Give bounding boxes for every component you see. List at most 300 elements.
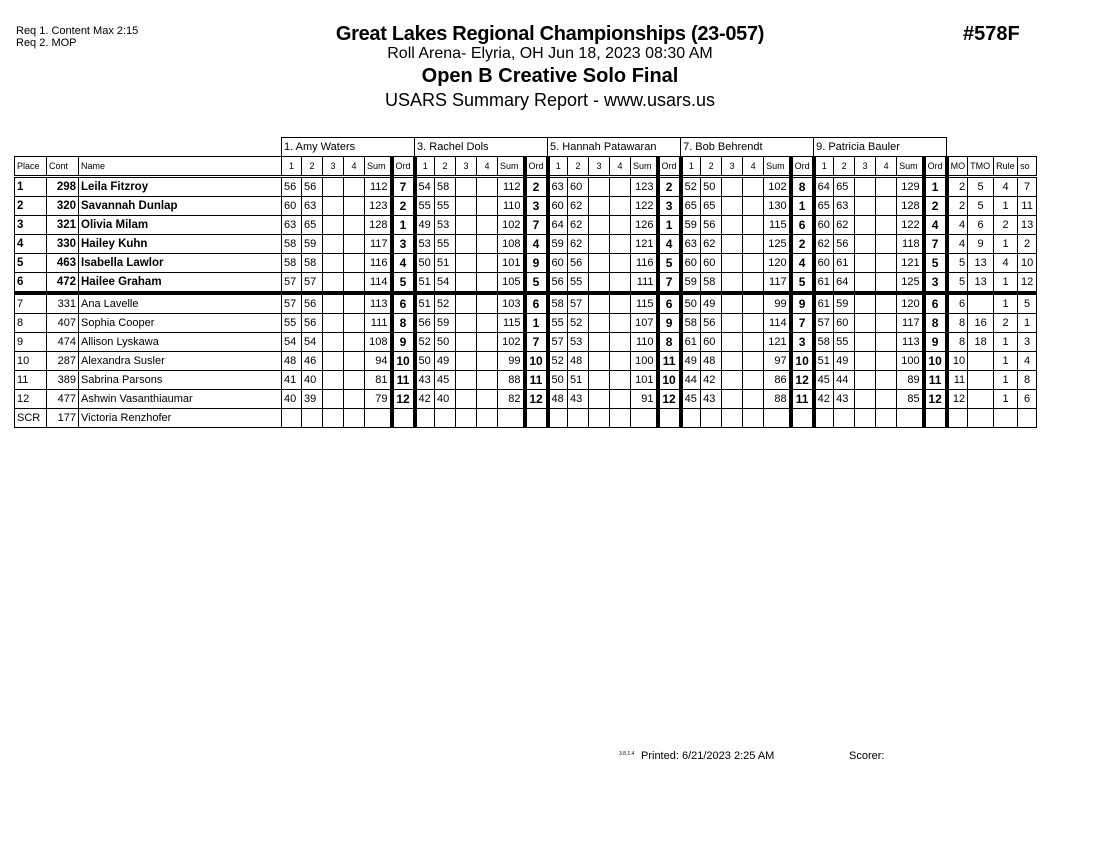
mo-cell: 5 bbox=[947, 254, 968, 273]
score-cell: 43 bbox=[415, 371, 435, 390]
col-header-judge-1-4: 4 bbox=[344, 157, 365, 177]
ordinal-cell: 4 bbox=[791, 254, 814, 273]
score-cell bbox=[610, 216, 631, 235]
score-cell: 42 bbox=[701, 371, 722, 390]
score-sum-cell: 115 bbox=[631, 293, 658, 314]
score-cell bbox=[876, 177, 897, 197]
score-cell bbox=[876, 273, 897, 294]
score-cell bbox=[722, 371, 743, 390]
score-cell: 51 bbox=[568, 371, 589, 390]
col-header-judge-5-4: 4 bbox=[876, 157, 897, 177]
score-cell bbox=[855, 352, 876, 371]
score-cell bbox=[589, 352, 610, 371]
score-cell bbox=[876, 409, 897, 428]
score-cell: 51 bbox=[814, 352, 834, 371]
score-cell: 42 bbox=[415, 390, 435, 409]
col-header-judge-4-sum: Sum bbox=[764, 157, 791, 177]
score-cell: 62 bbox=[568, 235, 589, 254]
score-cell: 62 bbox=[568, 197, 589, 216]
score-cell: 55 bbox=[435, 235, 456, 254]
score-sum-cell: 117 bbox=[365, 235, 392, 254]
place-cell: 8 bbox=[15, 314, 47, 333]
score-cell: 45 bbox=[814, 371, 834, 390]
ordinal-cell: 7 bbox=[791, 314, 814, 333]
score-cell bbox=[477, 254, 498, 273]
score-cell bbox=[456, 352, 477, 371]
score-cell bbox=[323, 371, 344, 390]
score-sum-cell: 88 bbox=[498, 371, 525, 390]
score-cell: 59 bbox=[548, 235, 568, 254]
score-sum-cell: 82 bbox=[498, 390, 525, 409]
ordinal-cell: 1 bbox=[525, 314, 548, 333]
score-sum-cell: 108 bbox=[365, 333, 392, 352]
contestant-number-cell: 177 bbox=[47, 409, 79, 428]
table-row bbox=[15, 333, 1037, 352]
score-cell: 49 bbox=[701, 293, 722, 314]
mo-cell bbox=[947, 409, 968, 428]
score-cell bbox=[435, 409, 456, 428]
ordinal-cell: 12 bbox=[791, 371, 814, 390]
score-cell: 56 bbox=[282, 177, 302, 197]
score-cell bbox=[477, 333, 498, 352]
score-cell bbox=[323, 273, 344, 294]
score-cell: 50 bbox=[415, 254, 435, 273]
rule-cell: 1 bbox=[994, 371, 1018, 390]
contestant-number-cell: 472 bbox=[47, 273, 79, 294]
score-cell: 56 bbox=[701, 216, 722, 235]
score-cell: 59 bbox=[681, 273, 701, 294]
ordinal-cell: 1 bbox=[392, 216, 415, 235]
score-cell bbox=[344, 314, 365, 333]
tmo-cell: 16 bbox=[968, 314, 994, 333]
score-cell bbox=[456, 177, 477, 197]
col-header-judge-5-2: 2 bbox=[834, 157, 855, 177]
ordinal-cell: 11 bbox=[791, 390, 814, 409]
score-sum-cell: 122 bbox=[897, 216, 924, 235]
score-sum-cell: 114 bbox=[764, 314, 791, 333]
score-cell bbox=[743, 177, 764, 197]
score-cell: 58 bbox=[548, 293, 568, 314]
score-cell bbox=[743, 409, 764, 428]
tmo-cell bbox=[968, 390, 994, 409]
place-cell: 12 bbox=[15, 390, 47, 409]
score-cell bbox=[344, 254, 365, 273]
col-header-judge-3-ord: Ord bbox=[658, 157, 681, 177]
contestant-number-cell: 463 bbox=[47, 254, 79, 273]
table-row bbox=[15, 273, 1037, 294]
score-cell: 54 bbox=[435, 273, 456, 294]
score-sum-cell bbox=[764, 409, 791, 428]
event-name: Open B Creative Solo Final bbox=[421, 65, 679, 87]
ordinal-cell: 12 bbox=[924, 390, 947, 409]
score-cell bbox=[855, 273, 876, 294]
score-cell bbox=[589, 235, 610, 254]
score-cell bbox=[344, 235, 365, 254]
score-cell bbox=[722, 254, 743, 273]
col-header-judge-5-sum: Sum bbox=[897, 157, 924, 177]
mo-cell: 6 bbox=[947, 293, 968, 314]
score-cell bbox=[323, 409, 344, 428]
score-cell: 40 bbox=[435, 390, 456, 409]
col-header-place: Place bbox=[15, 157, 47, 177]
tmo-cell: 5 bbox=[968, 177, 994, 197]
score-cell: 57 bbox=[302, 273, 323, 294]
score-sum-cell: 113 bbox=[365, 293, 392, 314]
event-code: #578F bbox=[963, 23, 1020, 45]
score-cell bbox=[743, 352, 764, 371]
so-cell: 1 bbox=[1018, 314, 1037, 333]
place-cell: 7 bbox=[15, 293, 47, 314]
tmo-cell bbox=[968, 371, 994, 390]
tmo-cell bbox=[968, 352, 994, 371]
score-cell bbox=[743, 216, 764, 235]
score-cell: 53 bbox=[435, 216, 456, 235]
score-sum-cell: 99 bbox=[498, 352, 525, 371]
score-cell bbox=[282, 409, 302, 428]
score-cell bbox=[876, 352, 897, 371]
ordinal-cell: 1 bbox=[791, 197, 814, 216]
table-row bbox=[15, 216, 1037, 235]
ordinal-cell: 11 bbox=[525, 371, 548, 390]
score-cell: 50 bbox=[415, 352, 435, 371]
score-sum-cell bbox=[897, 409, 924, 428]
score-cell bbox=[323, 314, 344, 333]
col-header-judge-3-2: 2 bbox=[568, 157, 589, 177]
score-cell bbox=[876, 197, 897, 216]
score-cell bbox=[814, 409, 834, 428]
so-cell: 4 bbox=[1018, 352, 1037, 371]
score-cell bbox=[876, 390, 897, 409]
ordinal-cell: 12 bbox=[392, 390, 415, 409]
score-cell: 39 bbox=[302, 390, 323, 409]
so-cell: 7 bbox=[1018, 177, 1037, 197]
score-cell: 49 bbox=[834, 352, 855, 371]
score-sum-cell: 89 bbox=[897, 371, 924, 390]
mo-cell: 10 bbox=[947, 352, 968, 371]
score-cell: 55 bbox=[568, 273, 589, 294]
score-cell bbox=[876, 333, 897, 352]
score-cell bbox=[323, 352, 344, 371]
score-cell bbox=[456, 371, 477, 390]
score-cell bbox=[610, 273, 631, 294]
score-sum-cell: 103 bbox=[498, 293, 525, 314]
ordinal-cell: 8 bbox=[392, 314, 415, 333]
score-cell bbox=[743, 333, 764, 352]
score-cell: 61 bbox=[814, 273, 834, 294]
score-sum-cell: 112 bbox=[365, 177, 392, 197]
rule-cell: 1 bbox=[994, 235, 1018, 254]
score-sum-cell: 105 bbox=[498, 273, 525, 294]
col-header-so: so bbox=[1018, 157, 1037, 177]
score-cell: 49 bbox=[435, 352, 456, 371]
score-sum-cell: 112 bbox=[498, 177, 525, 197]
score-sum-cell: 125 bbox=[897, 273, 924, 294]
skater-name-cell: Ana Lavelle bbox=[79, 293, 282, 314]
score-cell bbox=[743, 235, 764, 254]
score-cell: 60 bbox=[548, 197, 568, 216]
col-header-judge-1-1: 1 bbox=[282, 157, 302, 177]
score-sum-cell: 128 bbox=[897, 197, 924, 216]
contestant-number-cell: 331 bbox=[47, 293, 79, 314]
ordinal-cell: 3 bbox=[791, 333, 814, 352]
score-cell bbox=[456, 216, 477, 235]
score-cell bbox=[589, 371, 610, 390]
score-cell: 60 bbox=[568, 177, 589, 197]
score-cell bbox=[681, 409, 701, 428]
score-cell: 56 bbox=[548, 273, 568, 294]
score-cell: 48 bbox=[282, 352, 302, 371]
score-cell: 40 bbox=[282, 390, 302, 409]
score-sum-cell: 110 bbox=[498, 197, 525, 216]
rule-cell: 1 bbox=[994, 293, 1018, 314]
score-cell bbox=[456, 409, 477, 428]
ordinal-cell: 1 bbox=[658, 216, 681, 235]
score-cell bbox=[855, 293, 876, 314]
score-cell bbox=[855, 390, 876, 409]
score-cell: 65 bbox=[834, 177, 855, 197]
score-cell bbox=[323, 293, 344, 314]
score-cell bbox=[743, 197, 764, 216]
score-cell: 65 bbox=[701, 197, 722, 216]
ordinal-cell: 1 bbox=[924, 177, 947, 197]
score-cell: 43 bbox=[568, 390, 589, 409]
score-cell bbox=[834, 409, 855, 428]
score-cell bbox=[722, 216, 743, 235]
competition-title: Great Lakes Regional Championships (23-057) bbox=[335, 23, 765, 45]
place-cell: 5 bbox=[15, 254, 47, 273]
table-row bbox=[15, 390, 1037, 409]
place-cell: 1 bbox=[15, 177, 47, 197]
score-cell bbox=[589, 197, 610, 216]
score-cell bbox=[477, 273, 498, 294]
score-cell: 60 bbox=[701, 333, 722, 352]
place-cell: 10 bbox=[15, 352, 47, 371]
score-cell: 50 bbox=[548, 371, 568, 390]
score-cell bbox=[589, 293, 610, 314]
skater-name-cell: Leila Fitzroy bbox=[79, 177, 282, 197]
col-header-judge-5-3: 3 bbox=[855, 157, 876, 177]
score-sum-cell: 126 bbox=[631, 216, 658, 235]
score-sum-cell: 117 bbox=[897, 314, 924, 333]
score-cell bbox=[876, 235, 897, 254]
ordinal-cell bbox=[392, 409, 415, 428]
judge-3-name: 3. Rachel Dols bbox=[415, 138, 548, 157]
score-sum-cell: 121 bbox=[631, 235, 658, 254]
score-cell bbox=[456, 390, 477, 409]
report-title: USARS Summary Report - www.usars.us bbox=[384, 90, 716, 110]
score-cell bbox=[610, 177, 631, 197]
software-version: 3.8.1.4 bbox=[619, 751, 635, 757]
score-cell bbox=[876, 254, 897, 273]
score-cell: 60 bbox=[814, 254, 834, 273]
score-cell: 60 bbox=[834, 314, 855, 333]
score-cell: 46 bbox=[302, 352, 323, 371]
score-cell bbox=[344, 352, 365, 371]
score-cell: 59 bbox=[302, 235, 323, 254]
score-cell bbox=[589, 216, 610, 235]
ordinal-cell: 6 bbox=[791, 216, 814, 235]
table-row bbox=[15, 197, 1037, 216]
score-cell bbox=[722, 235, 743, 254]
score-cell bbox=[610, 235, 631, 254]
score-cell bbox=[456, 254, 477, 273]
ordinal-cell: 5 bbox=[525, 273, 548, 294]
score-cell: 58 bbox=[435, 177, 456, 197]
ordinal-cell: 11 bbox=[658, 352, 681, 371]
score-cell: 56 bbox=[568, 254, 589, 273]
score-cell: 58 bbox=[681, 314, 701, 333]
tmo-cell bbox=[968, 409, 994, 428]
score-cell bbox=[323, 216, 344, 235]
score-cell: 56 bbox=[302, 177, 323, 197]
contestant-number-cell: 320 bbox=[47, 197, 79, 216]
place-cell: 9 bbox=[15, 333, 47, 352]
score-cell bbox=[610, 293, 631, 314]
score-cell: 55 bbox=[282, 314, 302, 333]
score-sum-cell: 114 bbox=[365, 273, 392, 294]
score-cell bbox=[323, 254, 344, 273]
skater-name-cell: Alexandra Susler bbox=[79, 352, 282, 371]
score-cell bbox=[477, 390, 498, 409]
score-cell: 56 bbox=[302, 293, 323, 314]
ordinal-cell bbox=[525, 409, 548, 428]
rule-cell: 2 bbox=[994, 216, 1018, 235]
score-cell bbox=[855, 216, 876, 235]
score-cell bbox=[722, 409, 743, 428]
score-sum-cell: 102 bbox=[498, 333, 525, 352]
ordinal-cell: 7 bbox=[658, 273, 681, 294]
so-cell bbox=[1018, 409, 1037, 428]
ordinal-cell: 12 bbox=[525, 390, 548, 409]
rule-cell: 1 bbox=[994, 352, 1018, 371]
table-row bbox=[15, 409, 1037, 428]
score-cell bbox=[548, 409, 568, 428]
score-sum-cell: 100 bbox=[631, 352, 658, 371]
score-sum-cell: 111 bbox=[631, 273, 658, 294]
score-cell bbox=[722, 333, 743, 352]
place-cell: 4 bbox=[15, 235, 47, 254]
score-cell bbox=[743, 314, 764, 333]
score-cell: 57 bbox=[548, 333, 568, 352]
score-sum-cell: 81 bbox=[365, 371, 392, 390]
so-cell: 13 bbox=[1018, 216, 1037, 235]
ordinal-cell: 9 bbox=[791, 293, 814, 314]
column-header-row bbox=[15, 157, 1037, 177]
skater-name-cell: Ashwin Vasanthiaumar bbox=[79, 390, 282, 409]
score-cell bbox=[743, 273, 764, 294]
score-sum-cell: 117 bbox=[764, 273, 791, 294]
col-header-judge-3-4: 4 bbox=[610, 157, 631, 177]
skater-name-cell: Sabrina Parsons bbox=[79, 371, 282, 390]
tmo-cell bbox=[968, 293, 994, 314]
score-cell: 52 bbox=[681, 177, 701, 197]
ordinal-cell: 8 bbox=[658, 333, 681, 352]
table-row bbox=[15, 235, 1037, 254]
table-row bbox=[15, 177, 1037, 197]
col-header-cont: Cont bbox=[47, 157, 79, 177]
score-cell: 62 bbox=[834, 216, 855, 235]
score-cell bbox=[477, 293, 498, 314]
col-header-mo: MO bbox=[947, 157, 968, 177]
ordinal-cell: 3 bbox=[924, 273, 947, 294]
score-cell: 48 bbox=[568, 352, 589, 371]
score-sum-cell: 79 bbox=[365, 390, 392, 409]
score-cell bbox=[344, 390, 365, 409]
score-cell bbox=[323, 390, 344, 409]
score-cell bbox=[610, 314, 631, 333]
score-cell: 48 bbox=[701, 352, 722, 371]
col-header-judge-4-1: 1 bbox=[681, 157, 701, 177]
score-cell bbox=[722, 273, 743, 294]
score-cell bbox=[344, 273, 365, 294]
rule-cell: 1 bbox=[994, 197, 1018, 216]
score-cell: 59 bbox=[435, 314, 456, 333]
score-cell bbox=[456, 273, 477, 294]
venue-date: Roll Arena- Elyria, OH Jun 18, 2023 08:30 AM bbox=[387, 45, 713, 62]
score-cell bbox=[876, 216, 897, 235]
score-cell bbox=[344, 409, 365, 428]
tmo-cell: 18 bbox=[968, 333, 994, 352]
score-cell: 59 bbox=[834, 293, 855, 314]
col-header-judge-1-sum: Sum bbox=[365, 157, 392, 177]
rule-cell: 2 bbox=[994, 314, 1018, 333]
score-cell bbox=[456, 333, 477, 352]
tmo-cell: 9 bbox=[968, 235, 994, 254]
skater-name-cell: Olivia Milam bbox=[79, 216, 282, 235]
so-cell: 8 bbox=[1018, 371, 1037, 390]
score-cell bbox=[722, 390, 743, 409]
ordinal-cell: 10 bbox=[392, 352, 415, 371]
score-sum-cell: 115 bbox=[764, 216, 791, 235]
contestant-number-cell: 477 bbox=[47, 390, 79, 409]
score-cell bbox=[855, 409, 876, 428]
score-cell: 52 bbox=[435, 293, 456, 314]
place-cell: 6 bbox=[15, 273, 47, 294]
contestant-number-cell: 298 bbox=[47, 177, 79, 197]
score-cell: 52 bbox=[548, 352, 568, 371]
score-cell bbox=[589, 254, 610, 273]
ordinal-cell: 7 bbox=[392, 177, 415, 197]
mo-cell: 12 bbox=[947, 390, 968, 409]
ordinal-cell: 7 bbox=[924, 235, 947, 254]
score-cell bbox=[456, 293, 477, 314]
score-cell: 58 bbox=[814, 333, 834, 352]
contestant-number-cell: 389 bbox=[47, 371, 79, 390]
place-cell: 11 bbox=[15, 371, 47, 390]
score-cell bbox=[344, 177, 365, 197]
score-cell bbox=[344, 293, 365, 314]
score-cell: 56 bbox=[415, 314, 435, 333]
score-sum-cell: 97 bbox=[764, 352, 791, 371]
score-cell: 50 bbox=[681, 293, 701, 314]
judge-7-name: 7. Bob Behrendt bbox=[681, 138, 814, 157]
col-header-judge-2-3: 3 bbox=[456, 157, 477, 177]
ordinal-cell: 8 bbox=[791, 177, 814, 197]
score-cell: 52 bbox=[415, 333, 435, 352]
score-cell bbox=[477, 216, 498, 235]
ordinal-cell: 7 bbox=[525, 216, 548, 235]
score-cell: 61 bbox=[834, 254, 855, 273]
score-sum-cell: 113 bbox=[897, 333, 924, 352]
score-cell bbox=[589, 314, 610, 333]
score-cell: 63 bbox=[548, 177, 568, 197]
ordinal-cell: 11 bbox=[392, 371, 415, 390]
requirement-1: Req 1. Content Max 2:15 bbox=[16, 25, 139, 37]
score-sum-cell: 101 bbox=[631, 371, 658, 390]
score-sum-cell: 94 bbox=[365, 352, 392, 371]
ordinal-cell: 5 bbox=[392, 273, 415, 294]
score-sum-cell: 121 bbox=[764, 333, 791, 352]
